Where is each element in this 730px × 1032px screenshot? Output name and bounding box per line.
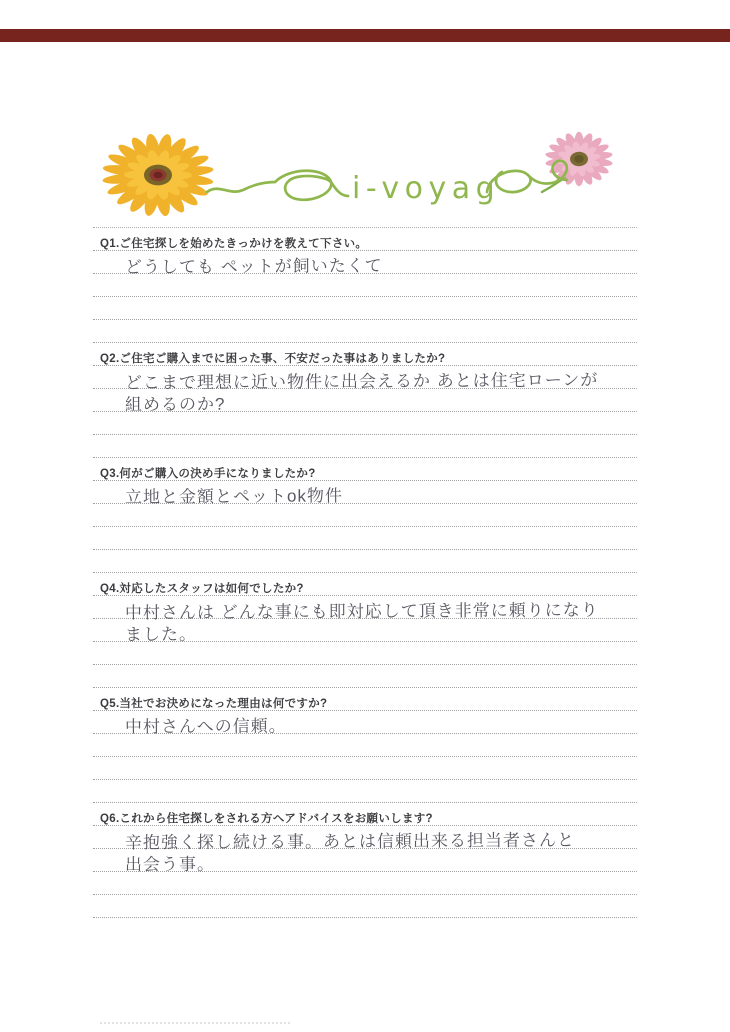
answer-line [93,504,637,527]
question-line [93,573,637,596]
answer-line [93,366,637,393]
question-line [93,688,637,711]
question-block-q2 [93,343,637,458]
question-label: Q6.これから住宅探しをされる方へアドバイスをお願いします? [100,813,433,825]
answer-line [93,711,637,737]
question-line [93,343,637,366]
ruled-line [93,527,637,550]
handwritten-answer: ました。 [124,624,198,645]
question-block-q5 [93,688,637,803]
ruled-line [93,205,637,228]
ruled-line [93,757,637,780]
ruled-line [93,895,637,918]
handwritten-answer: どうしても ペットが飼いたくて [124,256,383,277]
logo-swirl-a-icon [207,171,348,200]
answer-line [93,251,637,277]
question-label: Q3.何がご購入の決め手になりましたか? [100,468,316,480]
ruled-line [93,320,637,343]
ruled-line [93,642,637,665]
handwritten-answer: 出会う事。 [124,854,216,875]
question-block-q1 [93,228,637,343]
ruled-line [93,872,637,895]
handwritten-answer: 立地と金額とペットok物件 [124,486,344,507]
ruled-line [93,412,637,435]
ruled-line [93,665,637,688]
answer-line [93,734,637,757]
answer-line [93,274,637,297]
answer-line [93,826,637,853]
ruled-line [93,780,637,803]
handwritten-answer: どこまで理想に近い物件に出会えるか あとは住宅ローンが [124,370,599,393]
question-line [93,458,637,481]
question-block-q6 [93,803,637,918]
question-label: Q2.ご住宅ご購入までに困った事、不安だった事はありましたか? [100,353,446,365]
ruled-line [93,297,637,320]
answer-line [93,619,637,645]
question-label: Q4.対応したスタッフは如何でしたか? [100,583,304,595]
ruled-line [93,435,637,458]
handwritten-answer: 中村さんへの信頼。 [124,716,287,737]
handwritten-answer: 組めるのか? [124,394,226,415]
handwritten-answer: 中村さんは どんな事にも即対応して頂き非常に頼りになり [124,600,599,623]
question-label: Q1.ご住宅探しを始めたきっかけを教えて下さい。 [100,238,368,250]
answer-line [93,849,637,875]
question-label: Q5.当社でお決めになった理由は何ですか? [100,698,328,710]
handwritten-answer: 辛抱強く探し続ける事。あとは信頼出来る担当者さんと [124,830,576,853]
pink-gerbera-icon [540,130,619,191]
question-block-q4 [93,573,637,688]
ruled-line [93,550,637,573]
question-line [93,803,637,826]
answer-line [93,481,637,507]
scan-smudge [100,1022,290,1024]
answer-line [93,596,637,623]
survey-form [93,205,637,918]
question-block-q3 [93,458,637,573]
scan-artifact-bar [0,29,730,42]
question-line [93,228,637,251]
answer-line [93,389,637,415]
logo-wordmark-text: i-voyag [352,171,501,206]
